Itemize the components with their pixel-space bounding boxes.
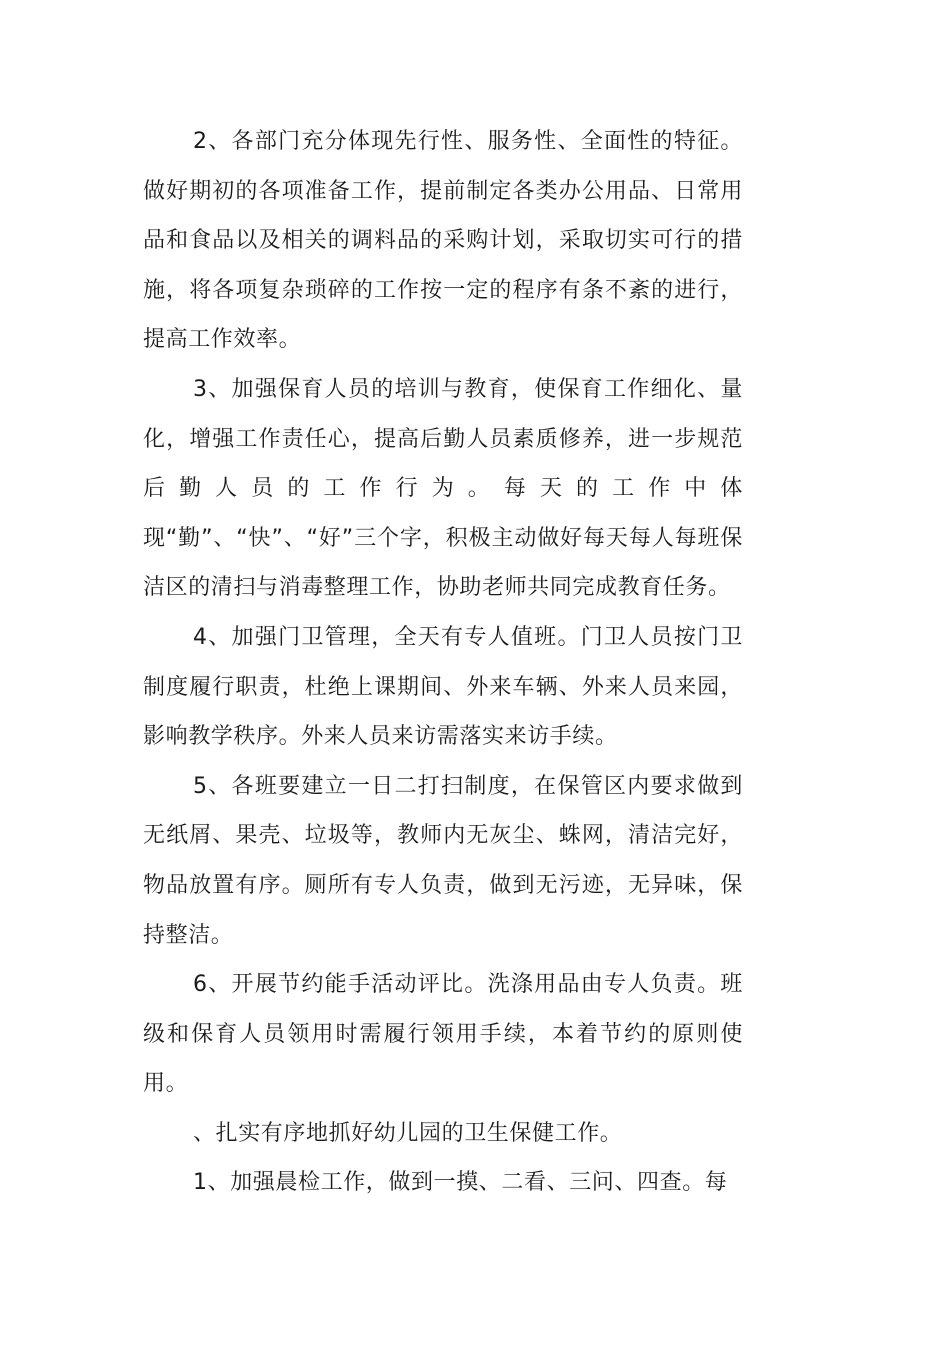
paragraph-item-2: 2、各部门充分体现先行性、服务性、全面性的特征。做好期初的各项准备工作，提前制定各类办公用品、日常用品和食品以及相关的调料品的采购计划，采取切实可行的措施，将各项复杂琐碎的工作按一定的程序有条不紊的进行，提高工作效率。 [143, 129, 743, 353]
paragraph-item-4: 4、加强门卫管理，全天有专人值班。门卫人员按门卫制度履行职责，杜绝上课期间、外来车辆、外来人员来园，影响教学秩序。外来人员来访需落实来访手续。 [143, 624, 743, 750]
document-body [143, 117, 743, 1208]
paragraph-item-6: 6、开展节约能手活动评比。洗涤用品由专人负责。班级和保育人员领用时需履行领用手续，本着节约的原则使用。 [143, 972, 743, 1097]
paragraph-item-1: 1、加强晨检工作，做到一摸、二看、三问、四查。每 [193, 1170, 728, 1196]
section-heading: 、扎实有序地抓好幼儿园的卫生保健工作。 [193, 1120, 623, 1146]
paragraph-item-5: 5、各班要建立一日二打扫制度，在保管区内要求做到无纸屑、果壳、垃圾等，教师内无灰尘、蛛网，清洁完好，物品放置有序。厕所有专人负责，做到无污迹，无异味，保持整洁。 [143, 773, 743, 948]
paragraph-item-3: 3、加强保育人员的培训与教育，使保育工作细化、量化，增强工作责任心，提高后勤人员素质修养，进一步规范后勤人员的工作行为。每天的工作中体现“勤”、“快”、“好”三个字，积极主动做好每天每人每班保洁区的清扫与消毒整理工作，协助老师共同完成教育任务。 [143, 376, 743, 601]
